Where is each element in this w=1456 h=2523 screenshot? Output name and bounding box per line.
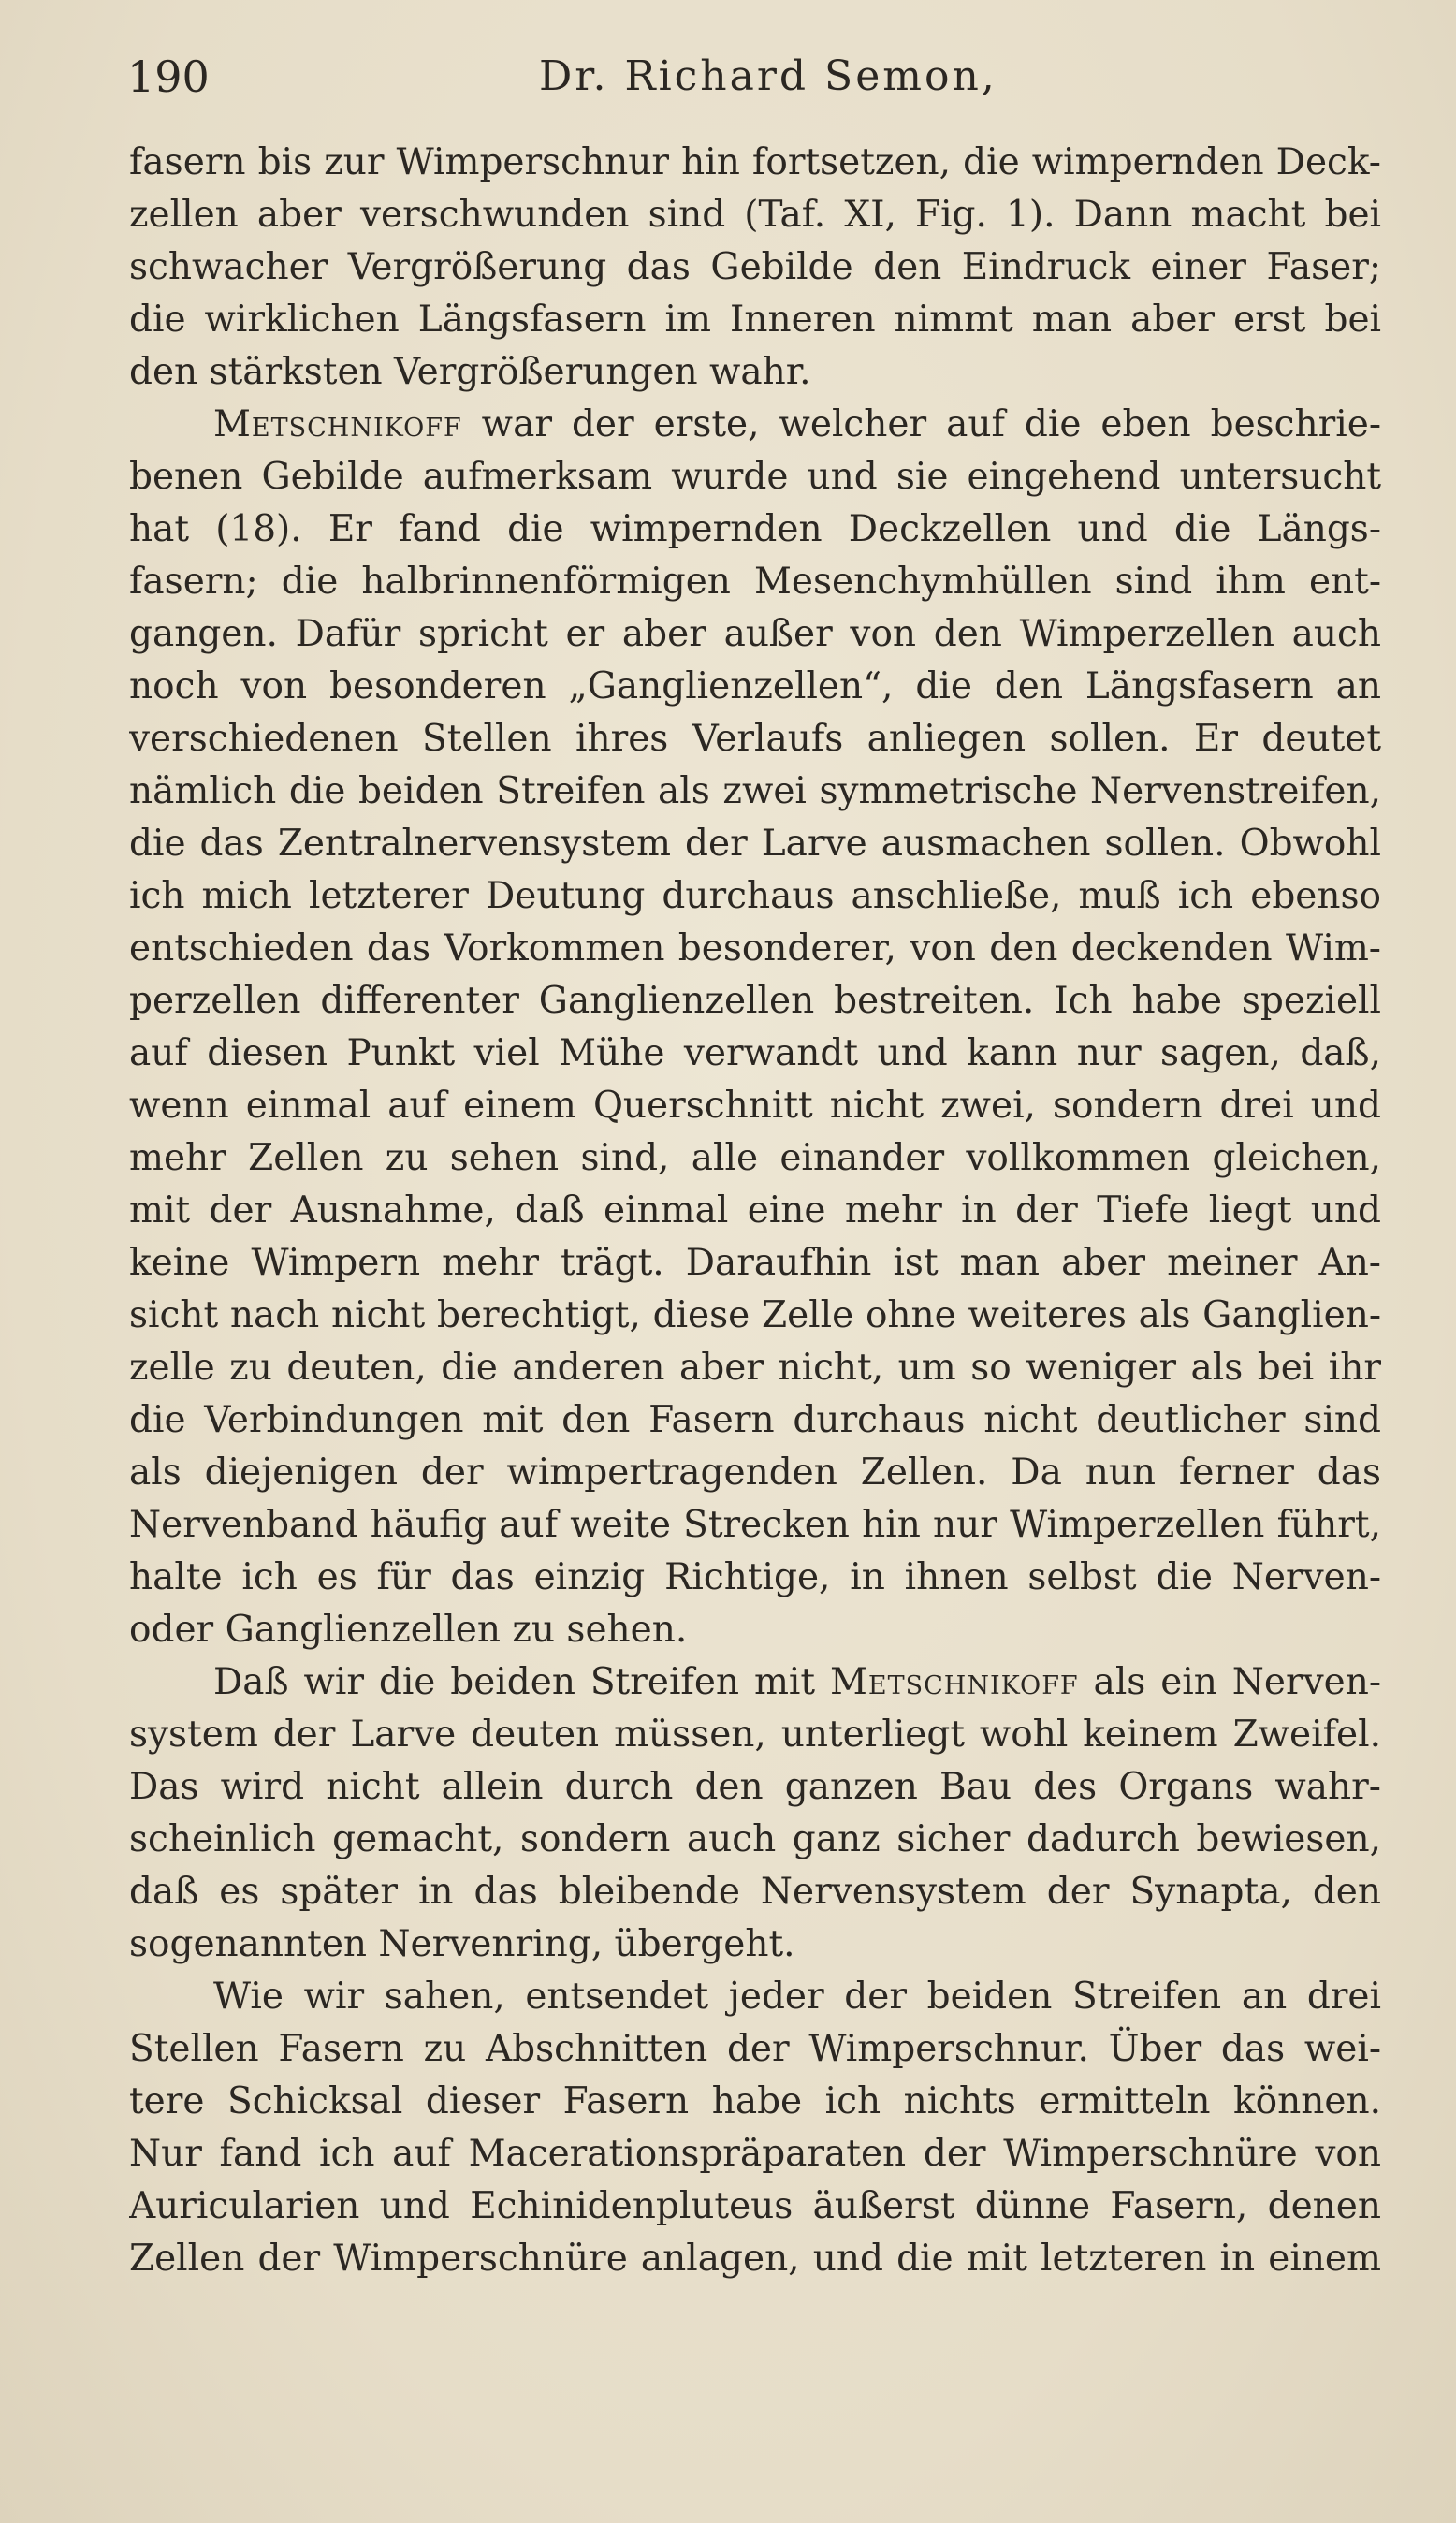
text-line: hat (18). Er fand die wimpernden Deckzellen und die Längs-	[129, 508, 1381, 550]
text-line: wenn einmal auf einem Querschnitt nicht zwei, sondern drei und	[129, 1085, 1381, 1127]
text-line: die das Zentralnervensystem der Larve ausmachen sollen. Obwohl	[129, 823, 1381, 865]
paragraph	[129, 1971, 1381, 2285]
text-line: als diejenigen der wimpertragenden Zellen. Da nun ferner das	[129, 1451, 1381, 1494]
text-line: keine Wimpern mehr trägt. Daraufhin ist man aber meiner An-	[129, 1242, 1381, 1284]
page-header	[127, 47, 1383, 107]
text-line: tere Schicksal dieser Fasern habe ich nichts ermitteln können.	[129, 2080, 1381, 2122]
text-line: Nervenband häufig auf weite Strecken hin nur Wimperzellen führt,	[129, 1504, 1381, 1546]
text-line: halte ich es für das einzig Richtige, in ihnen selbst die Nerven-	[129, 1556, 1381, 1598]
text-line: Wie wir sahen, entsendet jeder der beiden Streifen an drei	[213, 1976, 1381, 2018]
text-line: Daß wir die beiden Streifen mit Metschnikoff als ein Nerven-	[213, 1661, 1381, 1703]
text-line: fasern bis zur Wimperschnur hin fortsetzen, die wimpernden Deck-	[129, 141, 1381, 183]
text-line: schwacher Vergrößerung das Gebilde den Eindruck einer Faser;	[129, 246, 1381, 288]
running-head: Dr. Richard Semon,	[539, 52, 997, 100]
text-line: mehr Zellen zu sehen sind, alle einander vollkommen gleichen,	[129, 1137, 1381, 1179]
text-line: mit der Ausnahme, daß einmal eine mehr in der Tiefe liegt und	[129, 1189, 1381, 1232]
page-number: 190	[127, 51, 210, 102]
text-line: Zellen der Wimperschnüre anlagen, und die mit letzteren in einem	[129, 2238, 1381, 2280]
text-line: Das wird nicht allein durch den ganzen Bau des Organs wahr-	[129, 1766, 1381, 1808]
author-name-smallcaps: Metschnikoff	[829, 1661, 1079, 1703]
text-line: benen Gebilde aufmerksam wurde und sie eingehend untersucht	[129, 456, 1381, 498]
text-line: Auricularien und Echinidenpluteus äußerst dünne Fasern, denen	[129, 2185, 1381, 2227]
text-line: sicht nach nicht berechtigt, diese Zelle ohne weiteres als Ganglien-	[129, 1294, 1381, 1336]
text-line: system der Larve deuten müssen, unterliegt wohl keinem Zweifel.	[129, 1714, 1381, 1756]
text-line: verschiedenen Stellen ihres Verlaufs anliegen sollen. Er deutet	[129, 718, 1381, 760]
text-line: nämlich die beiden Streifen als zwei symmetrische Nervenstreifen,	[129, 770, 1381, 812]
text-line: zellen aber verschwunden sind (Taf. XI, Fig. 1). Dann macht bei	[129, 194, 1381, 236]
text-line: auf diesen Punkt viel Mühe verwandt und kann nur sagen, daß,	[129, 1032, 1381, 1074]
author-name-smallcaps: Metschnikoff	[213, 403, 462, 445]
text-line: oder Ganglienzellen zu sehen.	[129, 1609, 688, 1651]
paragraph	[129, 1656, 1381, 1971]
text-line: Stellen Fasern zu Abschnitten der Wimperschnur. Über das wei-	[129, 2028, 1381, 2070]
text-line: sogenannten Nervenring, übergeht.	[129, 1923, 795, 1965]
text-line: ich mich letzterer Deutung durchaus anschließe, muß ich ebenso	[129, 875, 1381, 917]
text-line: fasern; die halbrinnenförmigen Mesenchymhüllen sind ihm ent-	[129, 561, 1381, 603]
text-line: die Verbindungen mit den Fasern durchaus nicht deutlicher sind	[129, 1399, 1381, 1441]
text-line: Metschnikoff war der erste, welcher auf die eben beschrie-	[213, 403, 1381, 445]
text-line: perzellen differenter Ganglienzellen bestreiten. Ich habe speziell	[129, 980, 1381, 1022]
text-line: den stärksten Vergrößerungen wahr.	[129, 351, 811, 393]
text-line: scheinlich gemacht, sondern auch ganz sicher dadurch bewiesen,	[129, 1818, 1381, 1860]
text-line: die wirklichen Längsfasern im Inneren nimmt man aber erst bei	[129, 299, 1381, 341]
text-line: gangen. Dafür spricht er aber außer von den Wimperzellen auch	[129, 613, 1381, 655]
body-text	[129, 137, 1381, 2285]
paragraph	[129, 399, 1381, 1656]
paragraph	[129, 137, 1381, 399]
text-line: Nur fand ich auf Macerationspräparaten der Wimperschnüre von	[129, 2133, 1381, 2175]
text-line: zelle zu deuten, die anderen aber nicht, um so weniger als bei ihr	[129, 1347, 1381, 1389]
text-line: entschieden das Vorkommen besonderer, von den deckenden Wim-	[129, 927, 1381, 970]
text-line: daß es später in das bleibende Nervensystem der Synapta, den	[129, 1871, 1381, 1913]
text-line: noch von besonderen „Ganglienzellen“, die den Längsfasern an	[129, 665, 1381, 707]
